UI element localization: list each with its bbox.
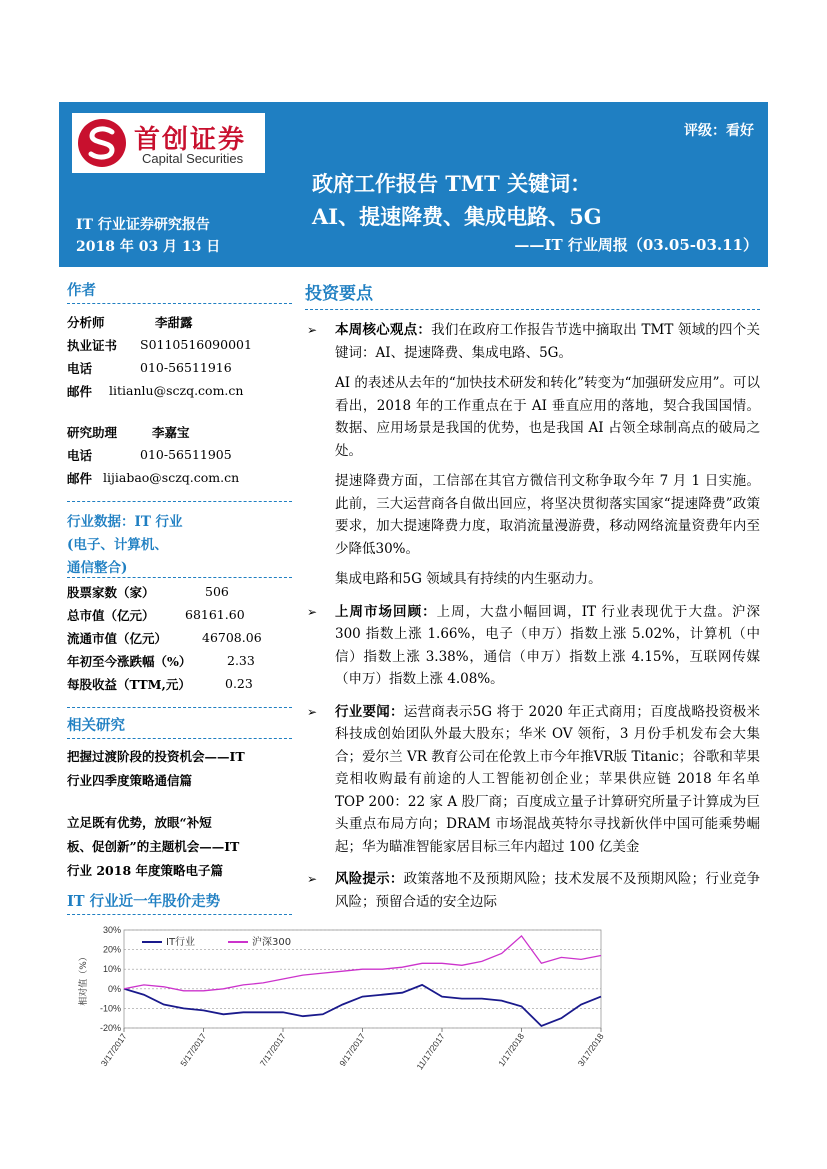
main-content [305, 279, 760, 913]
assistant-email-row: 邮件 lijiabao@sczq.com.cn [67, 470, 240, 486]
assistant-phone-row: 电话 010-56511905 [67, 447, 232, 463]
analyst-phone-row: 电话 010-56511916 [67, 360, 232, 376]
divider [67, 707, 292, 708]
y-tick-label: -20% [99, 1023, 121, 1033]
industry-data-row: 股票家数（家） 506 [67, 584, 229, 600]
divider [67, 577, 292, 578]
y-axis-label: 相对值（%） [79, 952, 89, 1006]
divider [67, 501, 292, 502]
paragraph-speed-fee: 提速降费方面，工信部在其官方微信刊文称争取今年 7 月 1 日实施。此前，三大运营商各自做出回应，将坚决贯彻落实国家“提速降费”政策要求，加大提速降费力度，取消流量漫游费，移动网络流量资费年内至少降低30%。 [335, 473, 760, 557]
analyst-name-row: 分析师 李甜露 [67, 314, 193, 330]
bullet-risk: ➢ 风险提示：政策落地不及预期风险；技术发展不及预期风险；行业竞争风险；预留合适的安全边际 [305, 868, 760, 913]
y-tick-label: 10% [102, 964, 121, 975]
y-tick-label: 20% [102, 944, 121, 955]
arrow-bullet-icon: ➢ [307, 704, 318, 719]
industry-data-row: 流通市值（亿元） 46708.06 [67, 630, 262, 646]
assistant-name-row: 研究助理 李嘉宝 [67, 424, 190, 440]
logo-chinese-name: 首创证券 [134, 125, 247, 155]
arrow-bullet-icon: ➢ [307, 323, 318, 337]
industry-data-row: 年初至今涨跌幅（%） 2.33 [67, 653, 255, 669]
related-report-1[interactable]: 把握过渡阶段的投资机会——IT 行业四季度策略通信篇 [67, 749, 245, 788]
series-line-hs300 [124, 936, 601, 991]
x-tick-label: 5/17/2017 [178, 1031, 209, 1069]
analyst-email-row: 邮件 litianlu@sczq.com.cn [67, 383, 244, 399]
arrow-bullet-icon: ➢ [307, 872, 318, 886]
bullet-industry-news: ➢ 行业要闻：运营商表示5G 将于 2020 年正式商用；百度战略投资极米科技成创始团队外最大股东；华米 OV 领衔，3 月份手机发布会大集合；爱尔兰 VR 教育公司在伦敦上市今年推VR版 Titanic；谷歌和苹果竞相收购最有前途的人工智能初创企业；苹果供应链 2018 年名单 TOP 200：22 家 A 股厂商；百度成立量子计算研究所量子计算成为巨头重点布局方向；DRAM 市场混战英特尔寻找新伙伴中国可能乘势崛起；华为瞄准智能家居目标三年内超过 100 亿美金 [305, 701, 760, 859]
main-title: 投资要点 [305, 284, 373, 304]
paragraph-ai: AI 的表述从去年的“加快技术研发和转化”转变为“加强研发应用”。可以看出，2018 年的工作重点在于 AI 垂直应用的落地，契合我国国情。数据、应用场景是我国的优势，也是我国 AI 占领全球制高点的破局之处。 [335, 375, 760, 459]
authors-title: 作者 [67, 282, 96, 299]
industry-title-line3: 通信整合) [67, 559, 128, 576]
arrow-bullet-icon: ➢ [307, 604, 318, 619]
industry-data-row: 总市值（亿元） 68161.60 [67, 607, 245, 623]
report-date: 2018 年 03 月 13 日 [76, 239, 221, 255]
sidebar [67, 279, 292, 883]
divider [67, 303, 292, 304]
paragraph-ic-5g: 集成电路和5G 领域具有持续的内生驱动力。 [335, 571, 602, 587]
bullet-core-view: ➢ 本周核心观点：我们在政府工作报告节选中摘取出 TMT 领域的四个关键词：AI、提速降费、集成电路、5G。 [305, 319, 760, 364]
analyst-cert-row: 执业证书 S0110516090001 [67, 337, 252, 353]
y-tick-label: 0% [107, 983, 121, 994]
chart-title: IT 行业近一年股价走势 [67, 893, 221, 910]
legend-label: IT行业 [166, 937, 196, 948]
related-report-2[interactable]: 立足既有优势，放眼“补短 板、促创新”的主题机会——IT 行业 2018 年度策略电子篇 [67, 815, 240, 878]
industry-title-line1: 行业数据：IT 行业 [67, 513, 183, 530]
report-type: IT 行业证券研究报告 [76, 217, 210, 233]
x-tick-label: 7/17/2017 [257, 1031, 288, 1069]
x-tick-label: 11/17/2017 [414, 1031, 447, 1072]
divider [67, 914, 292, 915]
logo-english-name: Capital Securities [142, 151, 244, 166]
report-title-line2: AI、提速降费、集成电路、5G [312, 204, 602, 229]
logo-s-icon [76, 117, 128, 169]
price-trend-chart [66, 922, 611, 1090]
report-subtitle: ——IT 行业周报（03.05-03.11） [514, 236, 758, 254]
bullet-market-review: ➢ 上周市场回顾：上周，大盘小幅回调，IT 行业表现优于大盘。沪深 300 指数上涨 1.66%，电子（申万）指数上涨 5.02%，计算机（中信）指数上涨 3.38%，通信（申万）指数上涨 4.15%，互联网传媒（申万）指数上涨 4.08%。 [305, 601, 760, 691]
assistant-email-link[interactable]: lijiabao@sczq.com.cn [103, 470, 240, 485]
analyst-email-link[interactable]: litianlu@sczq.com.cn [109, 383, 244, 398]
legend-label: 沪深300 [252, 937, 292, 948]
industry-data-row: 每股收益（TTM,元） 0.23 [67, 676, 253, 692]
x-tick-label: 3/17/2017 [98, 1031, 129, 1069]
x-tick-label: 1/17/2018 [496, 1031, 527, 1069]
rating: 评级：看好 [684, 123, 754, 139]
report-title-line1: 政府工作报告 TMT 关键词： [312, 171, 592, 196]
related-title: 相关研究 [67, 717, 125, 734]
x-tick-label: 9/17/2017 [337, 1031, 368, 1069]
y-tick-label: 30% [102, 925, 121, 935]
industry-title-line2: (电子、计算机、 [67, 536, 168, 553]
x-tick-label: 3/17/2018 [575, 1031, 606, 1069]
y-tick-label: -10% [99, 1003, 121, 1014]
company-logo [72, 113, 265, 173]
divider [67, 738, 292, 739]
